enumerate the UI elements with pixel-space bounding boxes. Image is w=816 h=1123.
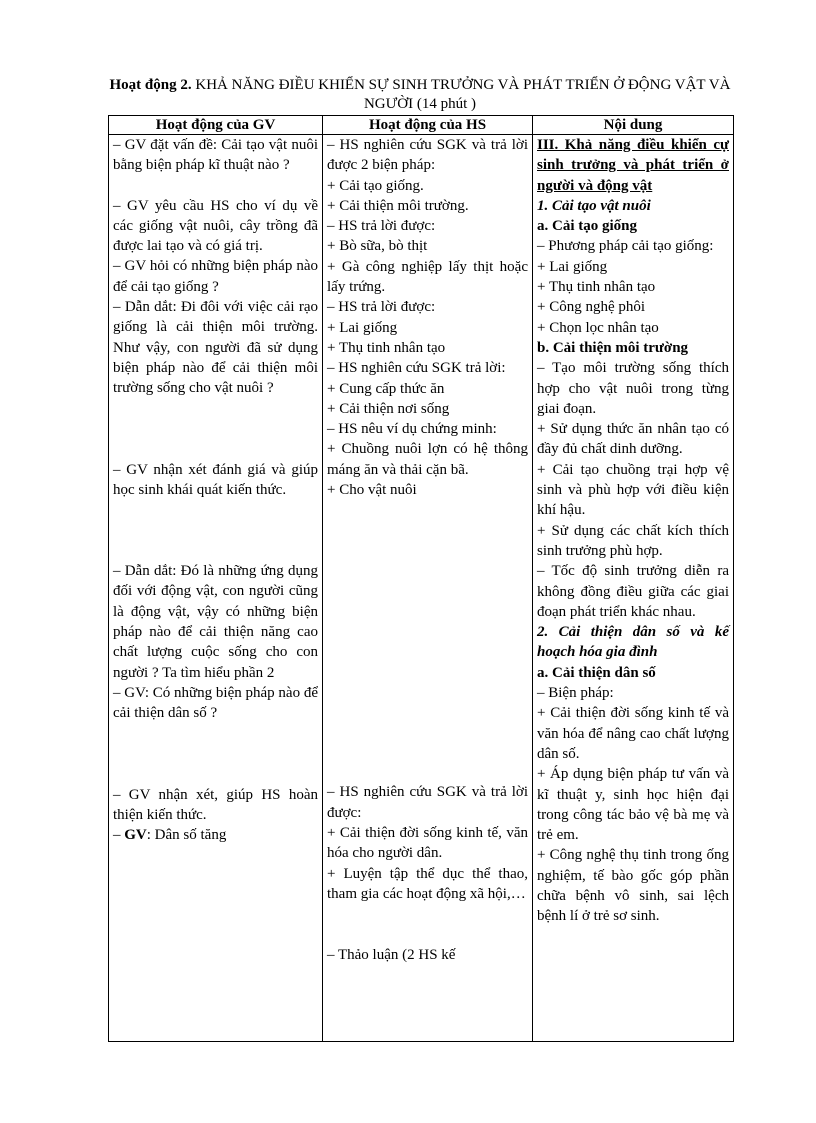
gv-item-label: GV bbox=[124, 827, 147, 844]
activity-table bbox=[108, 115, 734, 1042]
nd-item: – Tạo môi trường sống thích hợp cho vật nuôi trong từng giai đoạn. bbox=[537, 360, 729, 417]
hs-item: – HS trả lời được: bbox=[327, 299, 436, 316]
header-hs: Hoạt động của HS bbox=[323, 116, 533, 135]
nd-item: – Tốc độ sinh trưởng diễn ra không đồng điều giữa các giai đoạn phát triển khác nhau. bbox=[537, 563, 729, 620]
gv-item-text: : Dân số tăng bbox=[146, 827, 227, 844]
hs-item: + Cho vật nuôi bbox=[327, 482, 417, 499]
gv-column bbox=[109, 135, 323, 1042]
hs-item: + Lai giống bbox=[327, 319, 398, 336]
title-main: KHẢ NĂNG ĐIỀU KHIỂN SỰ SINH TRƯỞNG VÀ PHÁT TRIỂN Ở ĐỘNG VẬT VÀ NGƯỜI bbox=[195, 77, 731, 112]
hs-item: – HS trả lời được: bbox=[327, 218, 436, 235]
hs-item: – HS nghiên cứu SGK trả lời: bbox=[327, 360, 506, 377]
nd-item: + Lai giống bbox=[537, 258, 608, 275]
hs-item: + Cung cấp thức ăn bbox=[327, 380, 445, 397]
hs-item: – HS nêu ví dụ chứng minh: bbox=[327, 421, 497, 438]
noi-dung-column bbox=[533, 135, 734, 1042]
gv-item: – GV hỏi có những biện pháp nào để cải tạo giống ? bbox=[113, 258, 318, 295]
item-heading: b. Cải thiện môi trường bbox=[537, 339, 689, 356]
hs-item: + Cải thiện môi trường. bbox=[327, 197, 469, 214]
hs-item: – Thảo luận (2 HS kế bbox=[327, 947, 456, 964]
subsection-heading: 1. Cải tạo vật nuôi bbox=[537, 197, 651, 214]
subsection-heading: 2. Cải thiện dân số và kế hoạch hóa gia đình bbox=[537, 624, 729, 661]
hs-item: + Thụ tinh nhân tạo bbox=[327, 339, 446, 356]
hs-column bbox=[323, 135, 533, 1042]
gv-item: – GV nhận xét đánh giá và giúp học sinh khái quát kiến thức. bbox=[113, 461, 318, 498]
table-row bbox=[109, 135, 734, 1042]
nd-item: – Phương pháp cải tạo giống: bbox=[537, 238, 714, 255]
hs-item: + Cải tạo giống. bbox=[327, 177, 424, 194]
page-title bbox=[108, 76, 732, 114]
nd-item: + Cải thiện đời sống kinh tế và văn hóa để nâng cao chất lượng dân số. bbox=[537, 705, 729, 762]
hs-item: – HS nghiên cứu SGK và trả lời được 2 biện pháp: bbox=[327, 137, 528, 174]
hs-item: + Bò sữa, bò thịt bbox=[327, 238, 428, 255]
gv-item: – GV yêu cầu HS cho ví dụ về các giống vật nuôi, cây trồng đã được lai tạo và có giá trị. bbox=[113, 197, 318, 255]
title-prefix: Hoạt động 2. bbox=[109, 77, 192, 93]
gv-item bbox=[113, 825, 318, 845]
item-heading: a. Cải tạo giống bbox=[537, 218, 638, 235]
nd-item: – Biện pháp: bbox=[537, 685, 614, 702]
header-noi-dung: Nội dung bbox=[533, 116, 734, 135]
nd-item: + Cải tạo chuồng trại hợp vệ sinh và phù hợp với điều kiện khí hậu. bbox=[537, 461, 729, 519]
nd-item: + Thụ tinh nhân tạo bbox=[537, 279, 656, 296]
nd-item: + Áp dụng biện pháp tư vấn và kĩ thuật y, sinh học hiện đại trong công tác bảo vệ bà mẹ và trẻ em. bbox=[537, 766, 729, 844]
title-time: (14 phút ) bbox=[416, 96, 477, 112]
gv-item: – GV: Có những biện pháp nào để cải thiện dân số ? bbox=[113, 684, 318, 722]
nd-item: + Công nghệ phôi bbox=[537, 299, 646, 316]
gv-item: – GV nhận xét, giúp HS hoàn thiện kiến thức. bbox=[113, 786, 318, 823]
section-heading: III. Khả năng điều khiển cự sinh trưởng và phát triển ở người và động vật bbox=[537, 137, 729, 194]
hs-item: + Cải thiện nơi sống bbox=[327, 400, 450, 417]
hs-item: + Gà công nghiệp lấy thịt hoặc lấy trứng. bbox=[327, 258, 528, 296]
gv-item: – Dẫn dắt: Đi đôi với việc cải rạo giống là cải thiện môi trường. Như vậy, con người đã sử dụng biện pháp nào để cải thiện môi trường sống cho vật nuôi ? bbox=[113, 299, 318, 397]
hs-item: – HS nghiên cứu SGK và trả lời được: bbox=[327, 784, 528, 821]
nd-item: + Chọn lọc nhân tạo bbox=[537, 319, 659, 336]
gv-item: – Dẫn dắt: Đó là những ứng dụng đối với động vật, con người cũng là động vật, vậy có những biện pháp nào để cải thiện năng cao chất lượng cuộc sống cho con người ? Ta tìm hiểu phần 2 bbox=[113, 563, 318, 681]
item-heading: a. Cải thiện dân số bbox=[537, 664, 656, 681]
nd-item: + Sử dụng thức ăn nhân tạo có đầy đủ chất dinh dưỡng. bbox=[537, 421, 729, 458]
hs-item: + Cải thiện đời sống kinh tế, văn hóa cho người dân. bbox=[327, 824, 528, 862]
header-gv: Hoạt động của GV bbox=[109, 116, 323, 135]
hs-item: + Luyện tập thể dục thể thao, tham gia các hoạt động xã hội,… bbox=[327, 865, 528, 902]
nd-item: + Sử dụng các chất kích thích sinh trưởng phù hợp. bbox=[537, 522, 729, 559]
nd-item: + Công nghệ thụ tinh trong ống nghiệm, tế bào gốc góp phần chữa bệnh vô sinh, sai lệch bệnh lí ở trẻ sơ sinh. bbox=[537, 847, 729, 925]
table-header-row bbox=[109, 116, 734, 135]
gv-item-dash: – bbox=[113, 827, 125, 844]
gv-item: – GV đặt vấn đề: Cải tạo vật nuôi bằng biện pháp kĩ thuật nào ? bbox=[113, 137, 318, 174]
hs-item: + Chuồng nuôi lợn có hệ thông máng ăn và thải cặn bã. bbox=[327, 441, 528, 478]
